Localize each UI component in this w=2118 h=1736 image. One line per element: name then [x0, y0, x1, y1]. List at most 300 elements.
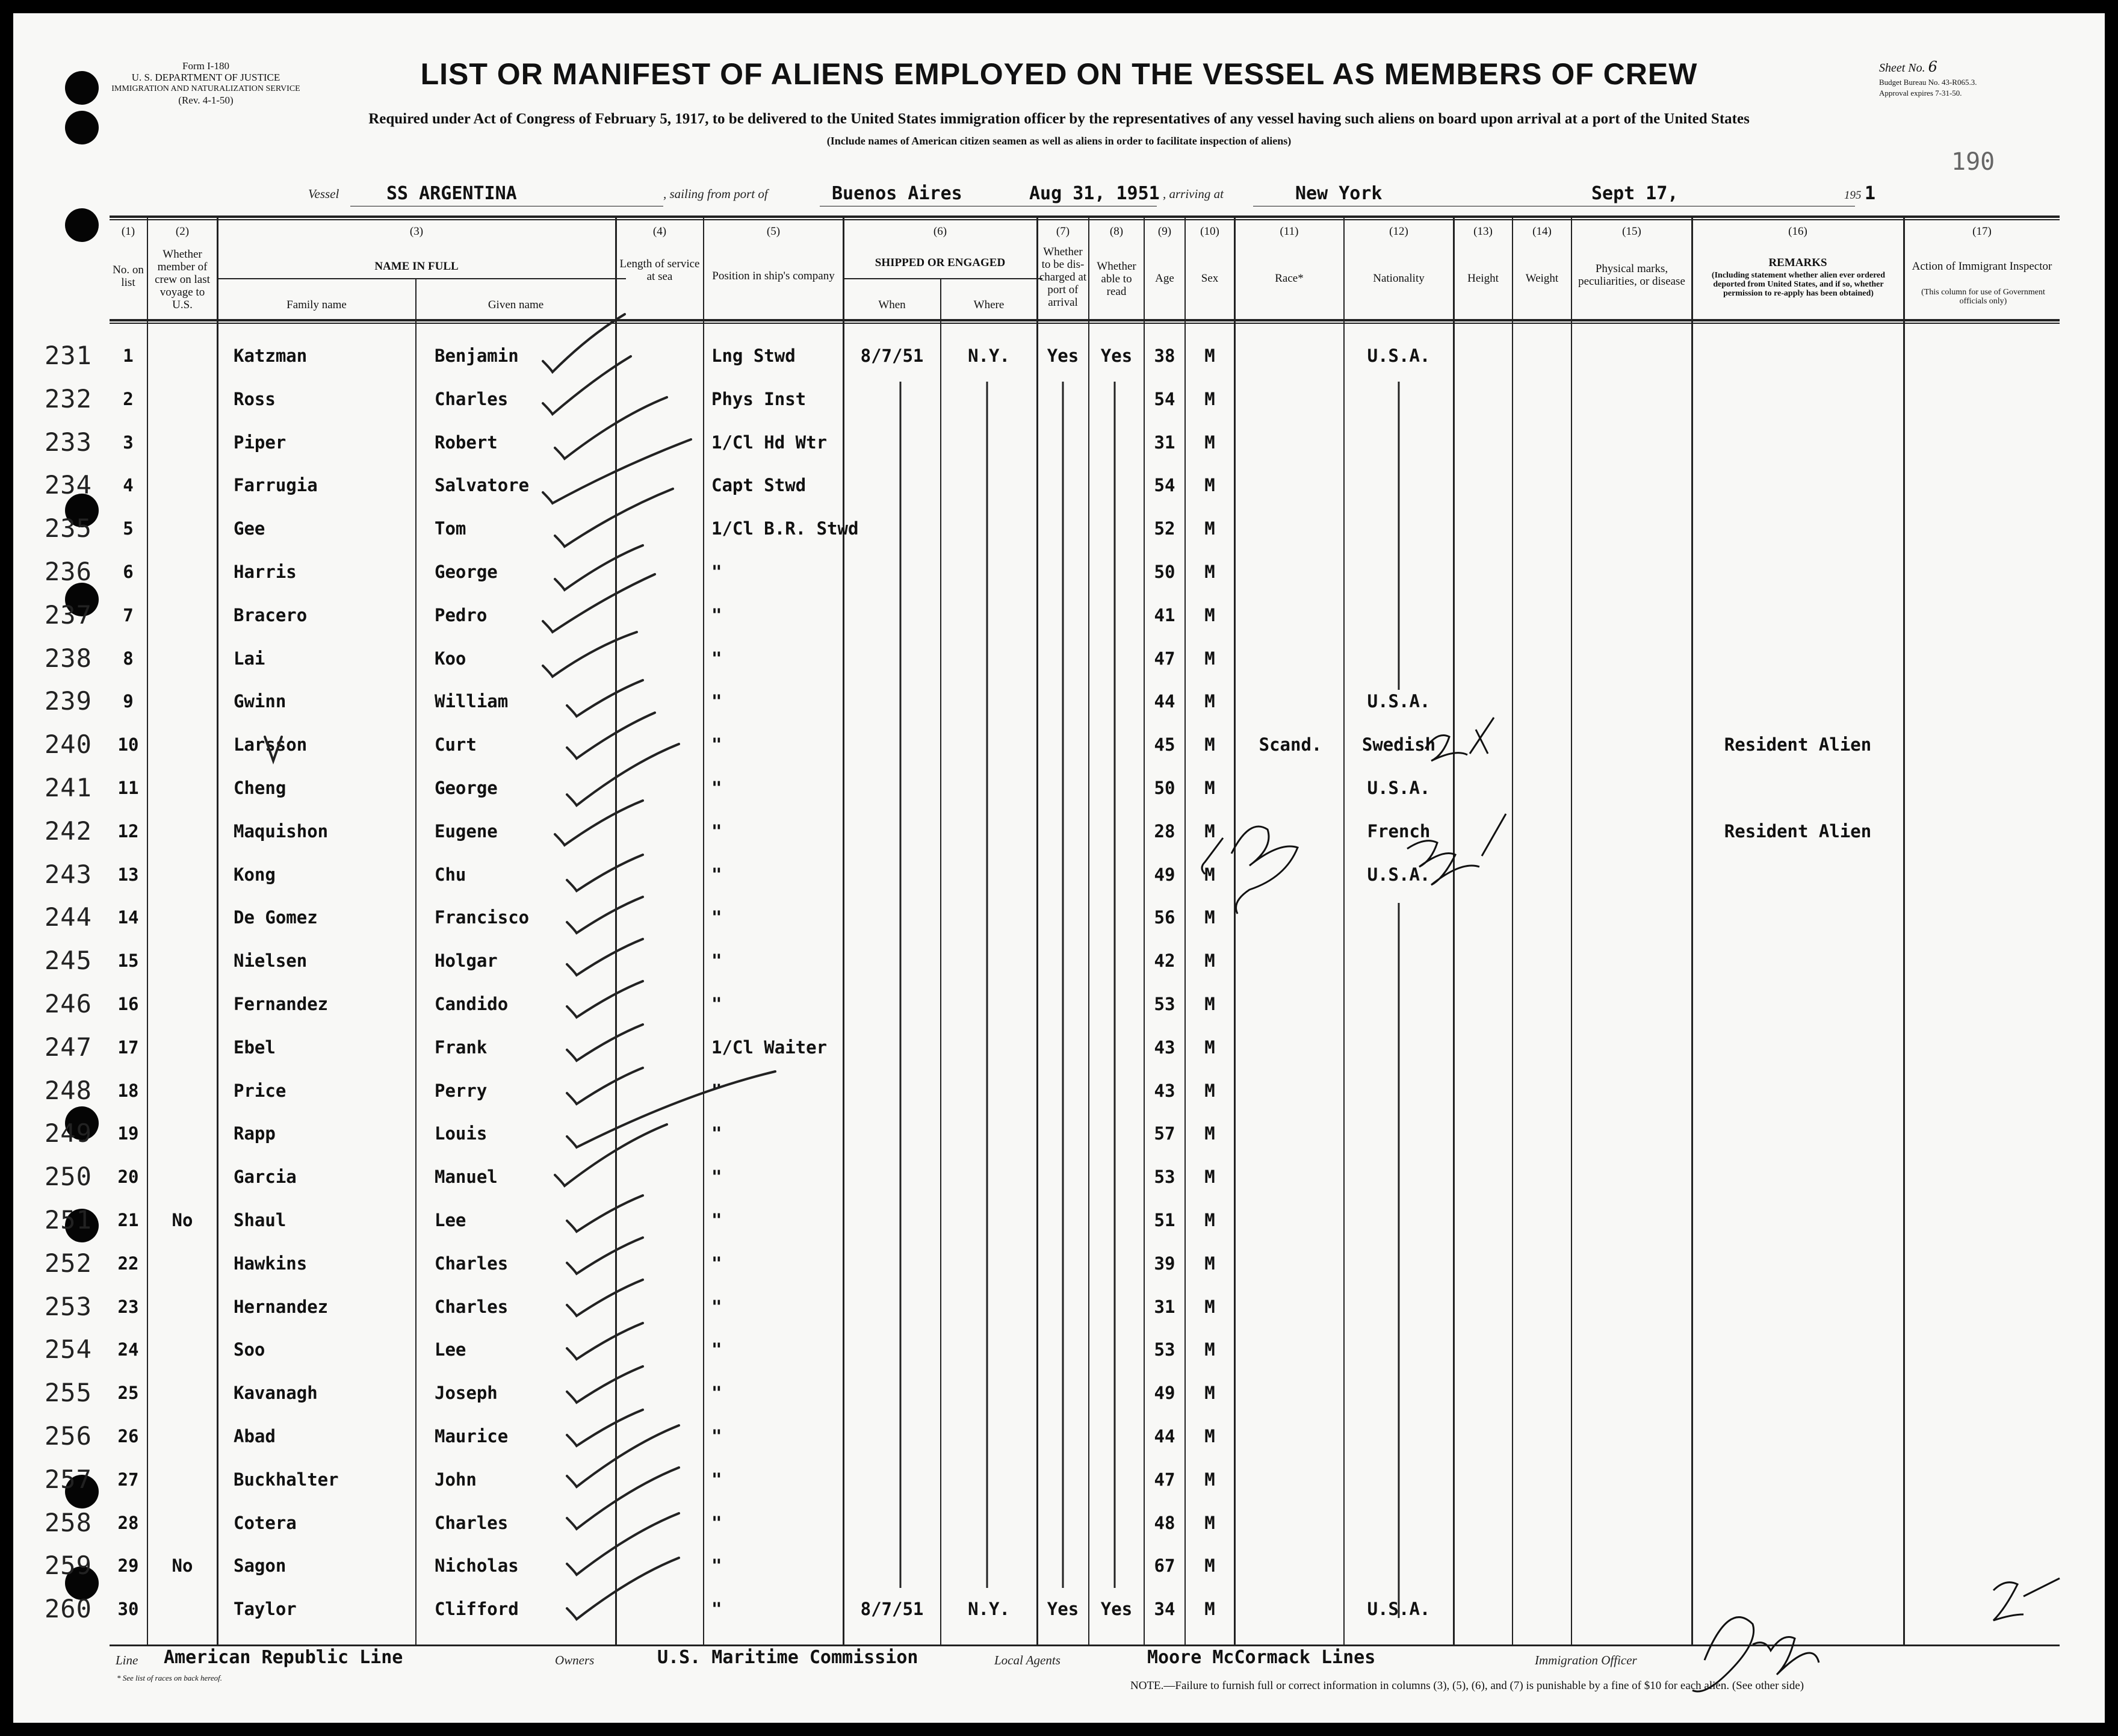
year-prefix: 195	[1844, 189, 1862, 202]
row-number: 6	[123, 562, 134, 582]
family-name: Price	[234, 1080, 286, 1101]
stamp-number: 231	[45, 341, 92, 370]
row-number: 29	[117, 1555, 139, 1576]
age: 54	[1154, 388, 1175, 409]
family-name: De Gomez	[234, 907, 318, 928]
age: 44	[1154, 1426, 1175, 1446]
stamp-number: 260	[45, 1594, 92, 1624]
given-name: Clifford	[435, 1599, 519, 1620]
shipped-when: 8/7/51	[860, 1599, 924, 1620]
row-number: 20	[117, 1167, 139, 1188]
given-name: Candido	[435, 994, 509, 1014]
sailing-label: , sailing from port of	[663, 187, 768, 201]
given-name: William	[435, 691, 509, 712]
age: 48	[1154, 1512, 1175, 1533]
sex: M	[1204, 1123, 1215, 1144]
row-number: 1	[123, 346, 134, 366]
given-name: Charles	[435, 1296, 509, 1317]
age: 57	[1154, 1123, 1175, 1144]
form-subtitle: Required under Act of Congress of February 5, 1917, to be delivered to the United States immigration officer by the representatives of any vessel having such aliens on board upon arrival at a port of the United States	[368, 111, 1750, 127]
given-name: Holgar	[435, 950, 498, 972]
stamp-number: 257	[45, 1464, 92, 1494]
col-num-7: (7)	[1056, 225, 1070, 238]
col-head-position: Position in ship's company	[712, 270, 835, 282]
family-name: Buckhalter	[234, 1469, 339, 1490]
family-name: Hawkins	[234, 1253, 308, 1274]
given-name: George	[435, 778, 498, 798]
page-title: LIST OR MANIFEST OF ALIENS EMPLOYED ON THE VESSEL AS MEMBERS OF CREW	[420, 57, 1698, 91]
age: 53	[1154, 1167, 1175, 1188]
col-head-given: Given name	[488, 299, 544, 311]
family-name: Sagon	[234, 1555, 286, 1576]
sex: M	[1204, 950, 1215, 972]
stamp-number: 248	[45, 1075, 92, 1105]
col-head-physical: Physical marks, peculiarities, or disease	[1578, 262, 1685, 288]
age: 42	[1154, 950, 1175, 972]
sex: M	[1204, 1469, 1215, 1490]
age: 50	[1154, 562, 1175, 582]
vessel-label: Vessel	[308, 187, 339, 201]
position: Phys Inst	[711, 388, 807, 409]
family-name: Lai	[234, 648, 265, 669]
family-name: Piper	[234, 432, 286, 453]
age: 49	[1154, 1383, 1175, 1404]
stamp-number: 241	[45, 773, 92, 802]
col-num-14: (14)	[1532, 225, 1552, 238]
col-head-family: Family name	[286, 299, 347, 311]
race: Scand.	[1259, 734, 1322, 755]
nationality: Swedish	[1361, 734, 1436, 755]
officer-label: Immigration Officer	[1535, 1653, 1637, 1667]
position: "	[711, 1296, 722, 1317]
nationality: U.S.A.	[1367, 864, 1431, 885]
given-name: Louis	[435, 1123, 488, 1144]
family-name: Farrugia	[234, 475, 318, 496]
owners-name: U.S. Maritime Commission	[657, 1647, 918, 1668]
col-num-17: (17)	[1972, 225, 1992, 238]
stamp-number: 234	[45, 470, 92, 500]
sex: M	[1204, 734, 1215, 755]
nationality: U.S.A.	[1367, 778, 1431, 798]
col-num-8: (8)	[1109, 225, 1124, 238]
nationality: U.S.A.	[1367, 691, 1431, 712]
family-name: Gee	[234, 518, 265, 539]
family-name: Abad	[234, 1426, 276, 1446]
form-number: Form I-180	[182, 60, 229, 72]
given-name: Charles	[435, 1253, 509, 1274]
col-head-no: No. on list	[113, 264, 144, 289]
position: "	[711, 1426, 722, 1446]
age: 39	[1154, 1253, 1175, 1274]
position: 1/Cl Hd Wtr	[711, 432, 828, 453]
arriving-label: , arriving at	[1163, 187, 1224, 201]
row-number: 12	[117, 820, 139, 842]
position: "	[711, 691, 722, 712]
family-name: Harris	[234, 562, 297, 582]
sex: M	[1204, 1599, 1215, 1620]
sex: M	[1204, 1253, 1215, 1274]
given-name: Salvatore	[435, 475, 530, 496]
given-name: Lee	[435, 1210, 466, 1230]
given-name: Manuel	[435, 1167, 498, 1188]
service-name: IMMIGRATION AND NATURALIZATION SERVICE	[111, 84, 300, 93]
nationality: French	[1367, 820, 1431, 842]
arrival-port: New York	[1295, 183, 1383, 204]
stamp-number: 238	[45, 643, 92, 673]
given-name: Maurice	[435, 1426, 509, 1446]
sex: M	[1204, 1167, 1215, 1188]
col-head-read: Whether able to read	[1097, 260, 1136, 298]
col-head-last-voyage: Whether member of crew on last voyage to U.S.	[155, 248, 210, 311]
age: 34	[1154, 1599, 1175, 1620]
row-number: 16	[117, 994, 139, 1014]
stamp-number: 239	[45, 686, 92, 716]
col-head-nationality: Nationality	[1373, 272, 1425, 285]
stamp-number: 243	[45, 859, 92, 889]
col-head-name: NAME IN FULL	[374, 260, 459, 273]
age: 54	[1154, 475, 1175, 496]
given-name: Eugene	[435, 820, 498, 842]
pen-tick	[265, 737, 282, 761]
stamp-number: 236	[45, 557, 92, 586]
col-head-service: Length of service at sea	[619, 258, 700, 283]
given-name: Charles	[435, 1512, 509, 1533]
sex: M	[1204, 1426, 1215, 1446]
row-number: 24	[117, 1339, 139, 1360]
stamp-number: 251	[45, 1205, 92, 1235]
age: 67	[1154, 1555, 1175, 1576]
form-subnote: (Include names of American citizen seamen as well as aliens in order to facilitate inspection of aliens)	[826, 135, 1292, 147]
stamp-number: 247	[45, 1032, 92, 1062]
position: "	[711, 1555, 722, 1576]
family-name: Kavanagh	[234, 1383, 318, 1404]
stamp-number: 255	[45, 1378, 92, 1408]
remarks: Resident Alien	[1724, 734, 1872, 755]
sex: M	[1204, 1383, 1215, 1404]
sex: M	[1204, 518, 1215, 539]
family-name: Ebel	[234, 1037, 276, 1058]
year-suffix: 1	[1865, 183, 1876, 204]
sex: M	[1204, 388, 1215, 409]
row-number: 7	[123, 604, 134, 625]
sex: M	[1204, 475, 1215, 496]
given-name: Benjamin	[435, 346, 519, 366]
sex: M	[1204, 604, 1215, 625]
age: 43	[1154, 1037, 1175, 1058]
position: 1/Cl B.R. Stwd	[711, 518, 859, 539]
given-name: Koo	[435, 648, 466, 669]
pen-corrections	[1202, 718, 2060, 1691]
family-name: Soo	[234, 1339, 265, 1360]
stamp-number: 259	[45, 1551, 92, 1581]
stamp-number: 256	[45, 1421, 92, 1451]
able-to-read: Yes	[1100, 346, 1133, 366]
stamp-number: 246	[45, 989, 92, 1018]
col-num-1: (1)	[121, 225, 135, 238]
sex: M	[1204, 648, 1215, 669]
row-number: 23	[117, 1296, 139, 1317]
age: 50	[1154, 778, 1175, 798]
able-to-read: Yes	[1100, 1599, 1133, 1620]
position: "	[711, 1339, 722, 1360]
nationality: U.S.A.	[1367, 346, 1431, 366]
row-number: 14	[117, 907, 139, 928]
position: Lng Stwd	[711, 346, 796, 366]
col-head-weight: Weight	[1525, 272, 1559, 285]
age: 41	[1154, 604, 1175, 625]
last-voyage: No	[172, 1555, 193, 1576]
position: "	[711, 1383, 722, 1404]
given-name: Chu	[435, 864, 466, 885]
row-number: 8	[123, 648, 134, 669]
age: 28	[1154, 820, 1175, 842]
sex: M	[1204, 432, 1215, 453]
age: 53	[1154, 1339, 1175, 1360]
row-number: 21	[117, 1210, 139, 1230]
col-head-discharged: Whether to be dis-charged at port of arrival	[1039, 246, 1087, 309]
col-head-race: Race*	[1275, 272, 1304, 285]
col-head-shipped: SHIPPED OR ENGAGED	[875, 256, 1006, 269]
age: 47	[1154, 1469, 1175, 1490]
sex: M	[1204, 1512, 1215, 1533]
sex: M	[1204, 1037, 1215, 1058]
row-number: 15	[117, 950, 139, 972]
departure-port: Buenos Aires	[832, 183, 962, 204]
row-number: 4	[123, 475, 134, 496]
col-num-15: (15)	[1622, 225, 1641, 238]
stamp-number: 232	[45, 383, 92, 414]
sheet-label: Sheet No.	[1879, 61, 1925, 75]
given-name: Nicholas	[435, 1555, 519, 1576]
age: 51	[1154, 1210, 1175, 1230]
revision: (Rev. 4-1-50)	[178, 95, 234, 106]
row-number: 19	[117, 1123, 139, 1144]
col-num-13: (13)	[1473, 225, 1493, 238]
col-head-action-note: (This column for use of Government officials only)	[1921, 288, 2045, 306]
position: "	[711, 1167, 722, 1188]
position: "	[711, 778, 722, 798]
stamp-number: 235	[45, 513, 92, 544]
position: "	[711, 907, 722, 928]
position: "	[711, 864, 722, 885]
stamp-number: 250	[45, 1162, 92, 1192]
col-head-remarks-note: (Including statement whether alien ever ordered deported from United States, and if so, whether permission to re-apply has been obtained)	[1711, 271, 1886, 298]
family-name: Katzman	[234, 346, 308, 366]
approval-expiry: Approval expires 7-31-50.	[1879, 88, 1962, 98]
col-num-12: (12)	[1389, 225, 1408, 238]
sex: M	[1204, 1296, 1215, 1317]
col-num-5: (5)	[766, 225, 781, 238]
sex: M	[1204, 562, 1215, 582]
departure-date: Aug 31, 1951	[1029, 183, 1160, 204]
col-head-action: Action of Immigrant Inspector	[1912, 260, 2052, 273]
age: 47	[1154, 648, 1175, 669]
position: Capt Stwd	[711, 475, 807, 496]
given-name: Francisco	[435, 907, 530, 928]
position: "	[711, 604, 722, 625]
given-name: George	[435, 562, 498, 582]
position: "	[711, 734, 722, 755]
age: 45	[1154, 734, 1175, 755]
position: "	[711, 1210, 722, 1230]
row-number: 30	[117, 1599, 139, 1620]
stamp-number: 253	[45, 1291, 92, 1321]
position: 1/Cl Waiter	[711, 1037, 828, 1058]
row-number: 27	[117, 1469, 139, 1490]
family-name: Cheng	[234, 778, 286, 798]
agents-name: Moore McCormack Lines	[1147, 1647, 1376, 1668]
given-name: Pedro	[435, 604, 488, 625]
family-name: Nielsen	[234, 950, 308, 972]
shipped-where: N.Y.	[968, 1599, 1010, 1620]
remarks: Resident Alien	[1724, 820, 1872, 842]
shipped-when: 8/7/51	[860, 346, 924, 366]
owners-label: Owners	[555, 1653, 595, 1667]
col-head-where: Where	[973, 299, 1005, 311]
given-name: John	[435, 1469, 477, 1490]
position: "	[711, 820, 722, 842]
fine-note: NOTE.—Failure to furnish full or correct information in columns (3), (5), (6), and (7) is punishable by a fine of $10 for each alien. (See other side)	[1130, 1679, 1804, 1692]
col-head-age: Age	[1155, 272, 1174, 285]
family-name: Maquishon	[234, 820, 329, 842]
arrival-date: Sept 17,	[1591, 183, 1679, 204]
position: "	[711, 1512, 722, 1533]
col-num-10: (10)	[1200, 225, 1219, 238]
col-num-2: (2)	[175, 225, 190, 238]
row-number: 28	[117, 1512, 139, 1533]
stamp-number: 245	[45, 946, 92, 976]
family-name: Gwinn	[234, 691, 286, 712]
stamp-number: 233	[45, 427, 92, 457]
stamp-number: 254	[45, 1335, 92, 1365]
family-name: Hernandez	[234, 1296, 329, 1317]
row-number: 2	[123, 388, 134, 409]
age: 43	[1154, 1080, 1175, 1101]
agents-label: Local Agents	[994, 1653, 1061, 1667]
row-number: 18	[117, 1080, 139, 1101]
given-name: Charles	[435, 388, 509, 409]
sex: M	[1204, 1080, 1215, 1101]
stamp-number: 249	[45, 1118, 92, 1149]
position: "	[711, 1123, 722, 1144]
stamp-number: 237	[45, 600, 92, 630]
row-number: 10	[117, 734, 139, 755]
col-num-11: (11)	[1280, 225, 1299, 238]
col-num-3: (3)	[409, 225, 424, 238]
sex: M	[1204, 820, 1215, 842]
nationality: U.S.A.	[1367, 1599, 1431, 1620]
stamp-number: 258	[45, 1507, 92, 1537]
sheet-number: 6	[1928, 58, 1937, 75]
family-name: Rapp	[234, 1123, 276, 1144]
position: "	[711, 950, 722, 972]
sex: M	[1204, 864, 1215, 885]
shipped-where: N.Y.	[968, 346, 1010, 366]
family-name: Fernandez	[234, 994, 329, 1014]
discharged: Yes	[1047, 346, 1079, 366]
pen-marks	[13, 13, 2105, 1723]
stamp-number: 240	[45, 730, 92, 760]
row-number: 25	[117, 1383, 139, 1404]
given-name: Tom	[435, 518, 466, 539]
sex: M	[1204, 1210, 1215, 1230]
given-name: Curt	[435, 734, 477, 755]
budget-bureau: Budget Bureau No. 43-R065.3.	[1879, 78, 1977, 87]
position: "	[711, 648, 722, 669]
col-head-height: Height	[1467, 272, 1499, 285]
position: "	[711, 994, 722, 1014]
family-name: Larsson	[234, 734, 308, 755]
age: 44	[1154, 691, 1175, 712]
family-name: Ross	[234, 388, 276, 409]
sex: M	[1204, 907, 1215, 928]
sex: M	[1204, 691, 1215, 712]
sex: M	[1204, 778, 1215, 798]
row-number: 5	[123, 518, 134, 539]
sex: M	[1204, 1555, 1215, 1576]
last-voyage: No	[172, 1210, 193, 1230]
sex: M	[1204, 346, 1215, 366]
age: 49	[1154, 864, 1175, 885]
given-name: Joseph	[435, 1383, 498, 1404]
sex: M	[1204, 1339, 1215, 1360]
age: 52	[1154, 518, 1175, 539]
given-name: Robert	[435, 432, 498, 453]
footnote: * See list of races on back hereof.	[117, 1673, 222, 1682]
row-number: 17	[117, 1037, 139, 1058]
position: "	[711, 1080, 722, 1101]
check-marks	[265, 314, 775, 1619]
family-name: Bracero	[234, 604, 308, 625]
row-number: 9	[123, 691, 134, 712]
row-number: 26	[117, 1426, 139, 1446]
col-head-sex: Sex	[1201, 272, 1219, 285]
stamp-number: 242	[45, 816, 92, 846]
line-name: American Republic Line	[164, 1647, 403, 1668]
family-name: Garcia	[234, 1167, 297, 1188]
stamp-number: 252	[45, 1248, 92, 1278]
age: 31	[1154, 1296, 1175, 1317]
col-num-6: (6)	[933, 225, 947, 238]
col-head-when: When	[878, 299, 906, 311]
stamp-number: 244	[45, 902, 92, 932]
position: "	[711, 562, 722, 582]
col-num-9: (9)	[1157, 225, 1172, 238]
family-name: Taylor	[234, 1599, 297, 1620]
discharged: Yes	[1047, 1599, 1079, 1620]
age: 53	[1154, 994, 1175, 1014]
position: "	[711, 1253, 722, 1274]
row-number: 13	[117, 864, 139, 885]
row-number: 3	[123, 432, 134, 453]
line-label: Line	[116, 1653, 138, 1667]
family-name: Cotera	[234, 1512, 297, 1533]
col-num-16: (16)	[1788, 225, 1807, 238]
manifest-sheet	[13, 13, 2105, 1723]
given-name: Frank	[435, 1037, 488, 1058]
row-number: 11	[117, 778, 139, 798]
position: "	[711, 1469, 722, 1490]
age: 56	[1154, 907, 1175, 928]
col-head-remarks: REMARKS	[1768, 256, 1827, 269]
department: U. S. DEPARTMENT OF JUSTICE	[131, 72, 280, 83]
position: "	[711, 1599, 722, 1620]
given-name: Perry	[435, 1080, 488, 1101]
sex: M	[1204, 994, 1215, 1014]
given-name: Lee	[435, 1339, 466, 1360]
age: 31	[1154, 432, 1175, 453]
age: 38	[1154, 346, 1175, 366]
